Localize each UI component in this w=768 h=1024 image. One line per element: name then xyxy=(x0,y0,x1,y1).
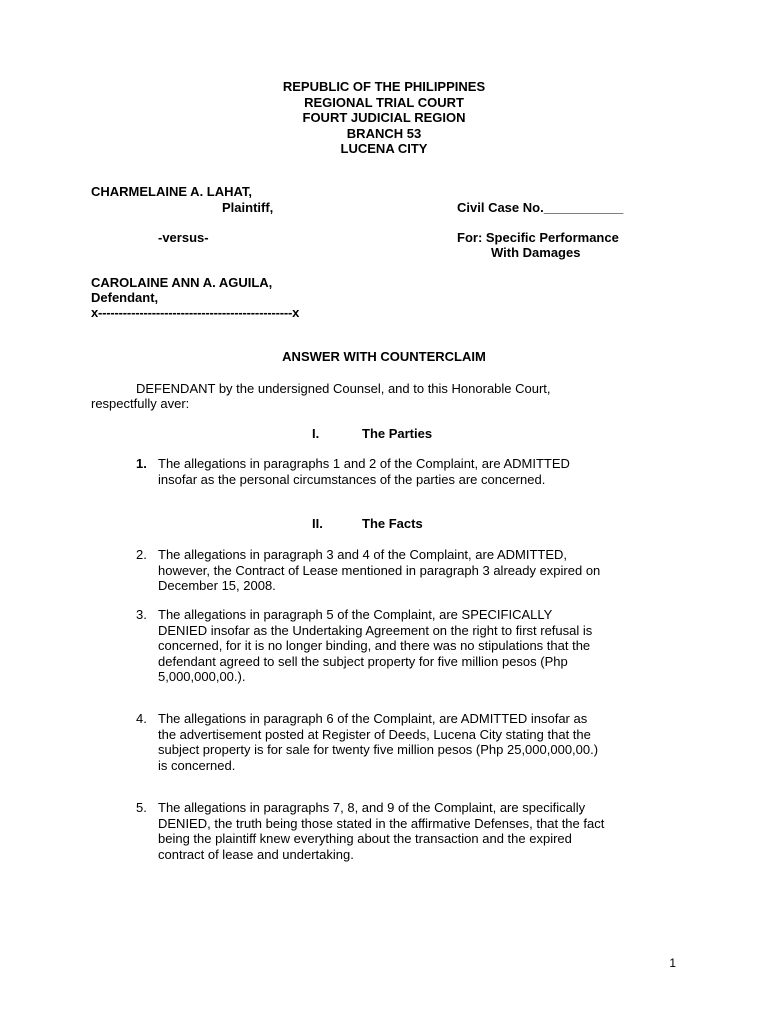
para3-line3: concerned, for it is no longer binding, and there was no stipulations that the xyxy=(158,638,591,653)
court-header xyxy=(0,79,768,157)
plaintiff-role: Plaintiff, xyxy=(222,200,274,215)
section1-heading: The Parties xyxy=(362,426,433,441)
para3-line2: DENIED insofar as the Undertaking Agreement on the right to first refusal is xyxy=(158,622,593,638)
section2-heading: The Facts xyxy=(362,516,423,531)
document-title: ANSWER WITH COUNTERCLAIM xyxy=(282,349,486,364)
intro-line2: respectfully aver: xyxy=(91,396,190,411)
para4-text xyxy=(158,711,676,773)
para5-line2: DENIED, the truth being those stated in the affirmative Defenses, that the fact xyxy=(158,815,605,831)
para3-line5: 5,000,000,00.). xyxy=(158,669,246,684)
para2-text xyxy=(158,547,676,594)
header-city: LUCENA CITY xyxy=(340,141,428,156)
para5-line1: The allegations in paragraphs 7, 8, and 9 of the Complaint, are specifically xyxy=(158,800,586,815)
para5-text xyxy=(158,800,676,862)
para4-line3: subject property is for sale for twenty five million pesos (Php 25,000,000,00.) xyxy=(158,742,599,757)
intro-line1: DEFENDANT by the undersigned Counsel, and to this Honorable Court, xyxy=(136,381,551,396)
para5-line4: contract of lease and undertaking. xyxy=(158,846,354,862)
section1-numeral: I. xyxy=(312,426,320,441)
header-branch: BRANCH 53 xyxy=(346,125,422,141)
para2-line2: however, the Contract of Lease mentioned in paragraph 3 already expired on xyxy=(158,562,601,578)
defendant-role: Defendant, xyxy=(91,290,159,305)
para1-text xyxy=(158,456,676,487)
para4-line2: the advertisement posted at Register of Deeds, Lucena City stating that the xyxy=(158,726,591,742)
defendant-name: CAROLAINE ANN A. AGUILA, xyxy=(91,275,273,290)
section2-numeral: II. xyxy=(312,516,323,531)
header-region: FOURT JUDICIAL REGION xyxy=(302,110,466,125)
para1-line1: The allegations in paragraphs 1 and 2 of the Complaint, are ADMITTED xyxy=(158,456,570,471)
para1-number: 1. xyxy=(136,456,147,471)
page-number: 1 xyxy=(669,956,676,970)
para3-number: 3. xyxy=(136,607,147,622)
para1-line2: insofar as the personal circumstances of the parties are concerned. xyxy=(158,471,546,487)
header-court: REGIONAL TRIAL COURT xyxy=(304,94,464,110)
para4-number: 4. xyxy=(136,711,147,726)
para3-line4: defendant agreed to sell the subject property for five million pesos (Php xyxy=(158,653,568,669)
para2-number: 2. xyxy=(136,547,147,562)
case-nature-line2: With Damages xyxy=(491,245,581,260)
header-republic: REPUBLIC OF THE PHILIPPINES xyxy=(282,79,486,94)
versus-label: -versus- xyxy=(158,230,209,245)
para3-line1: The allegations in paragraph 5 of the Complaint, are SPECIFICALLY xyxy=(158,607,553,622)
civil-case-number: Civil Case No.___________ xyxy=(457,200,624,215)
case-nature-line1: For: Specific Performance xyxy=(457,230,619,245)
plaintiff-name: CHARMELAINE A. LAHAT, xyxy=(91,184,253,199)
para4-line1: The allegations in paragraph 6 of the Complaint, are ADMITTED insofar as xyxy=(158,711,588,726)
para5-line3: being the plaintiff knew everything about the transaction and the expired xyxy=(158,831,572,846)
para3-text xyxy=(158,607,676,685)
caption-separator: x-----------------------------------------------x xyxy=(91,305,300,320)
para2-line1: The allegations in paragraph 3 and 4 of the Complaint, are ADMITTED, xyxy=(158,547,567,562)
para5-number: 5. xyxy=(136,800,147,815)
para4-line4: is concerned. xyxy=(158,757,236,773)
para2-line3: December 15, 2008. xyxy=(158,578,276,593)
